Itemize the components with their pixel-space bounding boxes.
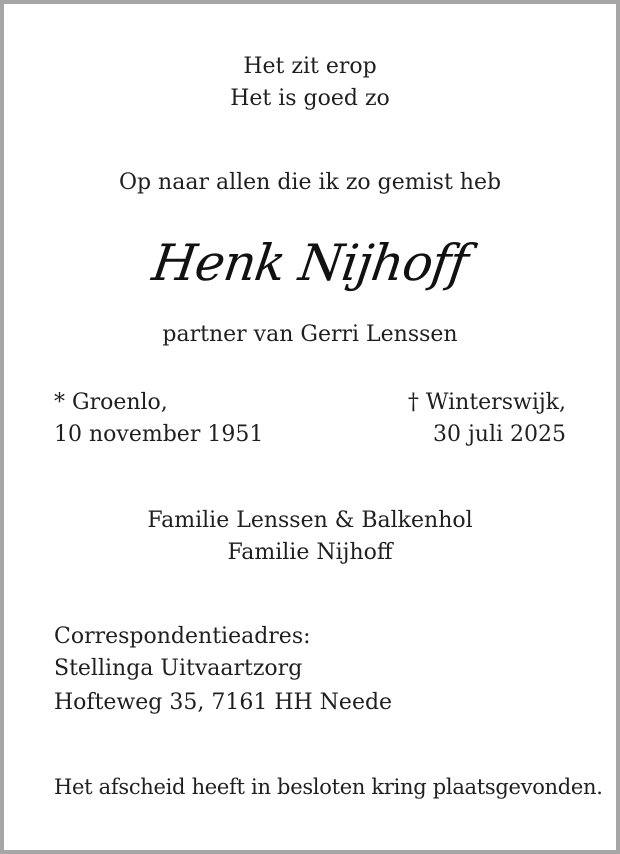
relation-line: partner van Gerri Lenssen xyxy=(162,322,458,347)
correspondence-name: Stellinga Uitvaartzorg xyxy=(54,656,303,681)
death-place: † Winterswijk, xyxy=(407,390,566,415)
death-notice-card xyxy=(4,4,616,850)
family-line-1: Familie Lenssen & Balkenhol xyxy=(147,508,473,533)
death-date: 30 juli 2025 xyxy=(432,422,566,447)
birth-place: * Groenlo, xyxy=(54,390,168,415)
birth-date: 10 november 1951 xyxy=(54,422,264,447)
correspondence-address: Hofteweg 35, 7161 HH Neede xyxy=(54,690,393,715)
deceased-name: Henk Nijhoff xyxy=(148,234,472,292)
poem-line-1: Het zit erop xyxy=(243,54,377,79)
poem-line-2: Het is goed zo xyxy=(230,86,390,111)
quote-line: Op naar allen die ik zo gemist heb xyxy=(118,170,502,195)
family-line-2: Familie Nijhoff xyxy=(227,540,393,565)
closing-note: Het afscheid heeft in besloten kring plaatsgevonden. xyxy=(54,775,603,799)
correspondence-label: Correspondentieadres: xyxy=(54,624,311,649)
